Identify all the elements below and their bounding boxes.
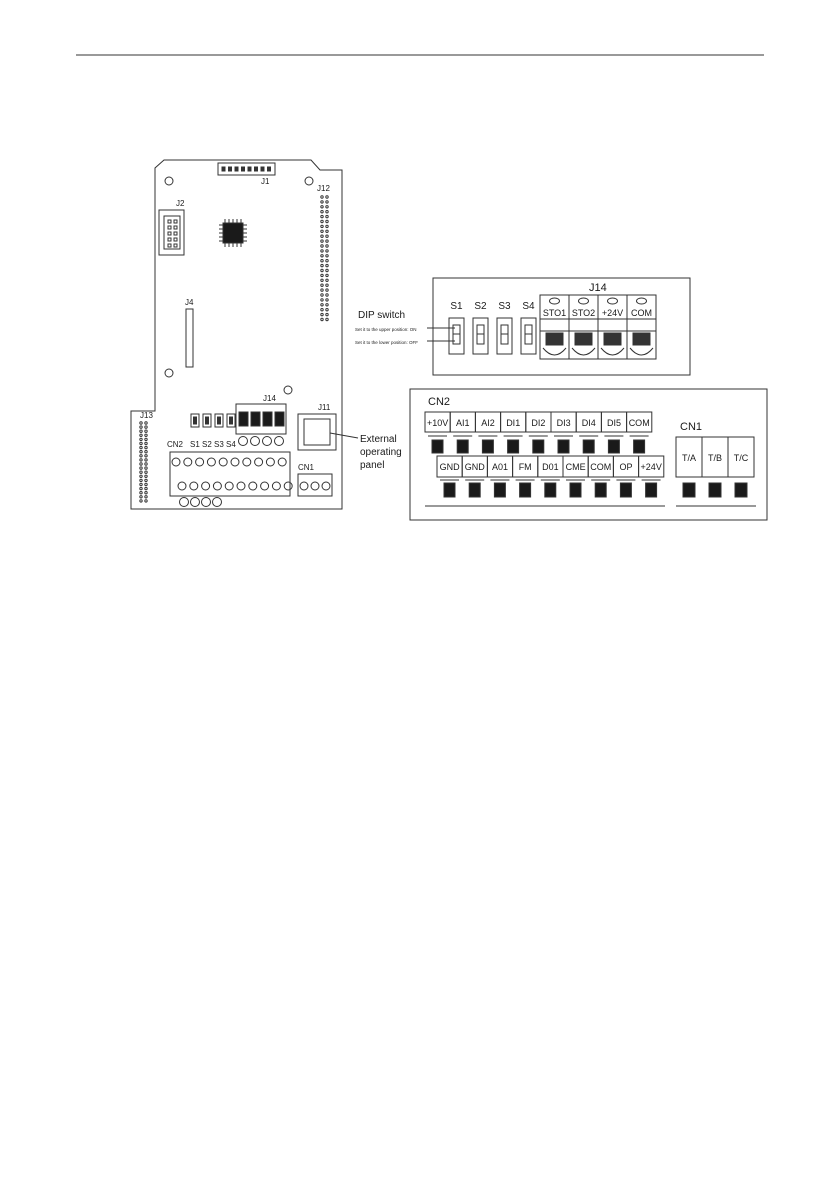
dip-label-s2: S2 (474, 301, 487, 312)
j12-pin (321, 240, 323, 242)
label-s1-board: S1 (190, 440, 200, 449)
cn1-label-1: T/B (707, 453, 723, 463)
j13-pin (145, 492, 147, 494)
j12-pin (326, 299, 328, 301)
cn2-bottom-label-4: D01 (542, 462, 559, 472)
j13-pin (140, 463, 142, 465)
j12-pin (321, 245, 323, 247)
j13-pin (140, 459, 142, 461)
j13-pin (145, 483, 147, 485)
board-cn2-screw (243, 458, 251, 466)
board-cn2-screw (261, 482, 269, 490)
j13-pin (145, 459, 147, 461)
dip-switch-label: DIP switch (358, 310, 406, 321)
j12-pin (326, 313, 328, 315)
cn2-bottom-terminal (545, 483, 556, 497)
label-j1: J1 (261, 177, 270, 186)
cn2-top-terminal (508, 440, 519, 453)
j12-pin (326, 211, 328, 213)
j1-pin (255, 167, 258, 171)
j13-pin (145, 487, 147, 489)
j13-pin (140, 430, 142, 432)
cn2-top-label-3: DI1 (506, 418, 521, 428)
j12-pin (326, 309, 328, 311)
j12-pin (321, 318, 323, 320)
label-j14-board: J14 (263, 394, 276, 403)
j12-pin (326, 318, 328, 320)
board-test-point (213, 498, 222, 507)
board-cn1-screw (300, 482, 308, 490)
dip-panel-frame (433, 278, 690, 375)
cn2-bottom-label-1: GND (464, 462, 485, 472)
j12-pin (326, 289, 328, 291)
j2-pin (174, 220, 177, 223)
cn2-bottom-terminal (646, 483, 657, 497)
j13-pin (140, 492, 142, 494)
board-cn2-screw (202, 482, 210, 490)
j14-label-1: STO2 (571, 308, 596, 318)
j13-pin (140, 467, 142, 469)
cn2-bottom-terminal (494, 483, 505, 497)
j12-pin (326, 260, 328, 262)
board-test-point (191, 498, 200, 507)
j2-pin (174, 238, 177, 241)
j12-pin (326, 250, 328, 252)
j12-pin (326, 230, 328, 232)
board-cn2-screw (184, 458, 192, 466)
cn2-top-label-6: DI4 (581, 418, 596, 428)
j12-pin (321, 294, 323, 296)
cn2-top-terminal (482, 440, 493, 453)
board-labels (140, 177, 331, 472)
board-cn2-screw (272, 482, 280, 490)
label-cn2-board: CN2 (167, 440, 184, 449)
board-j14-screw (263, 437, 272, 446)
cn2-bottom-label-8: +24V (640, 462, 662, 472)
j14-label-2: +24V (601, 308, 624, 318)
dip-switch-1 (449, 318, 464, 354)
dip-j14-panel (427, 278, 690, 375)
j12-pin (321, 313, 323, 315)
j13-pin (145, 422, 147, 424)
j13-pin (140, 438, 142, 440)
j2-connector-inner (164, 216, 180, 249)
j12-pin (321, 235, 323, 237)
j13-pin (145, 446, 147, 448)
j13-pin (140, 434, 142, 436)
board-cn2-screw (207, 458, 215, 466)
cn2-bottom-terminal (520, 483, 531, 497)
j12-pin (321, 279, 323, 281)
cn2-top-terminal (457, 440, 468, 453)
cn2-bottom-label-3: FM (518, 462, 532, 472)
mount-hole (305, 177, 313, 185)
cn2-top-label-1: AI1 (456, 418, 470, 428)
board-cn2-screw (255, 458, 263, 466)
board-j14-screw (239, 437, 248, 446)
board-j14-screw (251, 437, 260, 446)
j12-pin (326, 304, 328, 306)
j12-pin (321, 309, 323, 311)
j13-pin (145, 455, 147, 457)
j11-connector-inner (304, 419, 330, 445)
cn2-top-label-7: DI5 (606, 418, 622, 428)
label-j12: J12 (317, 184, 330, 193)
j12-pin (326, 235, 328, 237)
j12-pin (326, 225, 328, 227)
j12-pin (321, 206, 323, 208)
dip-label-s1: S1 (450, 301, 463, 312)
j13-pin (140, 475, 142, 477)
j2-pin (168, 220, 171, 223)
label-cn1-board: CN1 (298, 463, 315, 472)
board-dip-toggle (230, 417, 233, 424)
j13-pin (140, 426, 142, 428)
callout-line-2: operating (360, 447, 402, 458)
cn2-bottom-terminal (444, 483, 455, 497)
mount-hole (284, 386, 292, 394)
j12-pin (321, 201, 323, 203)
j13-pin (140, 496, 142, 498)
cn2-top-terminal (533, 440, 544, 453)
j13-pin (140, 487, 142, 489)
ic-chip (223, 223, 243, 243)
board-cn2-screw (266, 458, 274, 466)
j12-pin (321, 230, 323, 232)
j2-pin (174, 244, 177, 247)
j14-clamp (575, 333, 592, 345)
board-j14-terminal (239, 412, 248, 426)
cn2-top-label-8: COM (628, 418, 650, 428)
j13-pin (145, 434, 147, 436)
j13-pin (140, 442, 142, 444)
j12-pin (326, 269, 328, 271)
cn2-top-label-4: DI2 (531, 418, 546, 428)
cn1-terminal (683, 483, 695, 497)
board-test-point (202, 498, 211, 507)
cn2-bottom-terminal (469, 483, 480, 497)
j12-pin (326, 294, 328, 296)
j14-screw-arc (572, 348, 595, 355)
label-j2: J2 (176, 199, 185, 208)
j12-pin (326, 274, 328, 276)
board-dip-toggle (206, 417, 209, 424)
j1-pin (242, 167, 245, 171)
j14-clamp (546, 333, 563, 345)
cn2-top-label-5: DI3 (556, 418, 571, 428)
j13-pin (140, 451, 142, 453)
j14-title: J14 (589, 282, 607, 294)
j12-pin (321, 255, 323, 257)
j13-pin (145, 471, 147, 473)
label-s2-board: S2 (202, 440, 212, 449)
j13-pin (140, 479, 142, 481)
j2-pin (168, 232, 171, 235)
dip-switch-4 (521, 318, 536, 354)
j1-pin (235, 167, 238, 171)
cn2-title: CN2 (428, 396, 451, 408)
j13-pin (145, 463, 147, 465)
cn2-bottom-label-7: OP (619, 462, 633, 472)
j12-pin (321, 250, 323, 252)
control-board (131, 160, 358, 509)
cn2-bottom-label-5: CME (565, 462, 586, 472)
board-cn2-screw (231, 458, 239, 466)
j12-pin (326, 245, 328, 247)
board-cn2-screw (249, 482, 257, 490)
cn2-top-label-0: +10V (426, 418, 449, 428)
j13-pin (145, 500, 147, 502)
board-cn2-screw (225, 482, 233, 490)
j13-pin (145, 467, 147, 469)
j12-pin (326, 255, 328, 257)
j12-pin (326, 196, 328, 198)
j13-pin (145, 442, 147, 444)
j13-pin (145, 426, 147, 428)
cn2-bottom-label-0: GND (439, 462, 460, 472)
j12-pin (326, 284, 328, 286)
cn1-terminal (709, 483, 721, 497)
j1-pin (222, 167, 225, 171)
j12-pin (321, 299, 323, 301)
cn2-bottom-label-2: A01 (491, 462, 509, 472)
j12-pin (321, 304, 323, 306)
cn2-top-terminal (634, 440, 645, 453)
label-s3-board: S3 (214, 440, 224, 449)
j12-pin (326, 215, 328, 217)
board-j14-terminal (263, 412, 272, 426)
j4-connector (186, 309, 193, 367)
cn2-top-terminal (432, 440, 443, 453)
j14-screw-arc (543, 348, 566, 355)
j2-pin (168, 244, 171, 247)
dip-note-on: Set it to the upper position: ON (355, 327, 417, 332)
j12-pin (321, 220, 323, 222)
j2-pin (168, 226, 171, 229)
j13-pin (140, 446, 142, 448)
j12-pin (321, 196, 323, 198)
j14-lever (579, 298, 589, 304)
j14-screw-arc (630, 348, 653, 355)
j12-pin (321, 211, 323, 213)
j14-label-0: STO1 (542, 308, 567, 318)
label-j4: J4 (185, 298, 194, 307)
cn2-bottom-terminal (570, 483, 581, 497)
dip-switch-2 (473, 318, 488, 354)
board-cn2-screw (172, 458, 180, 466)
j12-pin (321, 215, 323, 217)
board-cn2-screw (237, 482, 245, 490)
mount-hole (165, 177, 173, 185)
j12-pin (321, 269, 323, 271)
callout-leader (330, 433, 358, 438)
j13-pin (145, 475, 147, 477)
j13-pin (145, 430, 147, 432)
j13-pin (140, 422, 142, 424)
j13-pin (145, 438, 147, 440)
callout-line-1: External (360, 434, 397, 445)
cn2-top-terminal (583, 440, 594, 453)
board-cn2-screw (284, 482, 292, 490)
j13-pin (140, 471, 142, 473)
dip-label-s3: S3 (498, 301, 511, 312)
j12-pin (321, 264, 323, 266)
j12-pin (321, 274, 323, 276)
j14-screw-arc (601, 348, 624, 355)
cn2-bottom-terminal (595, 483, 606, 497)
dip-switch-3 (497, 318, 512, 354)
label-j11: J11 (318, 403, 331, 412)
cn1-label-2: T/C (733, 453, 749, 463)
board-cn2-screw (196, 458, 204, 466)
dip-label-s4: S4 (522, 301, 535, 312)
j12-pin (326, 279, 328, 281)
cn2-bottom-label-6: COM (590, 462, 612, 472)
j1-connector (218, 163, 275, 175)
j1-pin (229, 167, 232, 171)
j1-pin (268, 167, 271, 171)
j12-pin (321, 260, 323, 262)
j13-pin (140, 500, 142, 502)
callout-line-3: panel (360, 460, 385, 471)
j13-pin (145, 496, 147, 498)
board-cn1-screw (322, 482, 330, 490)
board-cn2-screw (190, 482, 198, 490)
j12-pin (326, 201, 328, 203)
j14-lever (550, 298, 560, 304)
board-j14-screw (275, 437, 284, 446)
board-j14-terminal (251, 412, 260, 426)
j13-pin (140, 483, 142, 485)
board-dip-toggle (218, 417, 221, 424)
j14-lever (608, 298, 618, 304)
j12-pin (321, 289, 323, 291)
cn1-title: CN1 (680, 421, 703, 433)
j12-pin (321, 225, 323, 227)
callout-text (360, 434, 402, 471)
dip-note-off: Set it to the lower position: OFF (355, 340, 419, 345)
label-s4-board: S4 (226, 440, 236, 449)
mount-hole (165, 369, 173, 377)
board-cn2-screw (178, 482, 186, 490)
cn1-label-0: T/A (681, 453, 697, 463)
j14-lever (637, 298, 647, 304)
board-cn1 (298, 474, 332, 496)
board-cn2-screw (219, 458, 227, 466)
board-cn2-screw (278, 458, 286, 466)
j12-pin (326, 240, 328, 242)
label-j13: J13 (140, 411, 153, 420)
j2-pin (168, 238, 171, 241)
j2-pin (174, 232, 177, 235)
j12-pin (326, 220, 328, 222)
board-cn1-screw (311, 482, 319, 490)
j12-pin (321, 284, 323, 286)
board-j14-terminal (275, 412, 284, 426)
cn2-top-terminal (558, 440, 569, 453)
j13-pin (140, 455, 142, 457)
j13-pin (145, 479, 147, 481)
j2-pin (174, 226, 177, 229)
j1-pin (248, 167, 251, 171)
j12-pin (326, 206, 328, 208)
board-test-point (180, 498, 189, 507)
cn2-top-terminal (608, 440, 619, 453)
board-cn2-screw (213, 482, 221, 490)
j12-pin (326, 264, 328, 266)
j1-pin (261, 167, 264, 171)
j14-clamp (633, 333, 650, 345)
board-dip-toggle (194, 417, 197, 424)
j13-pin (145, 451, 147, 453)
j14-label-3: COM (631, 308, 652, 318)
j14-clamp (604, 333, 621, 345)
cn2-bottom-terminal (620, 483, 631, 497)
cn1-terminal (735, 483, 747, 497)
cn2-top-label-2: AI2 (481, 418, 495, 428)
board-outline (131, 160, 342, 509)
